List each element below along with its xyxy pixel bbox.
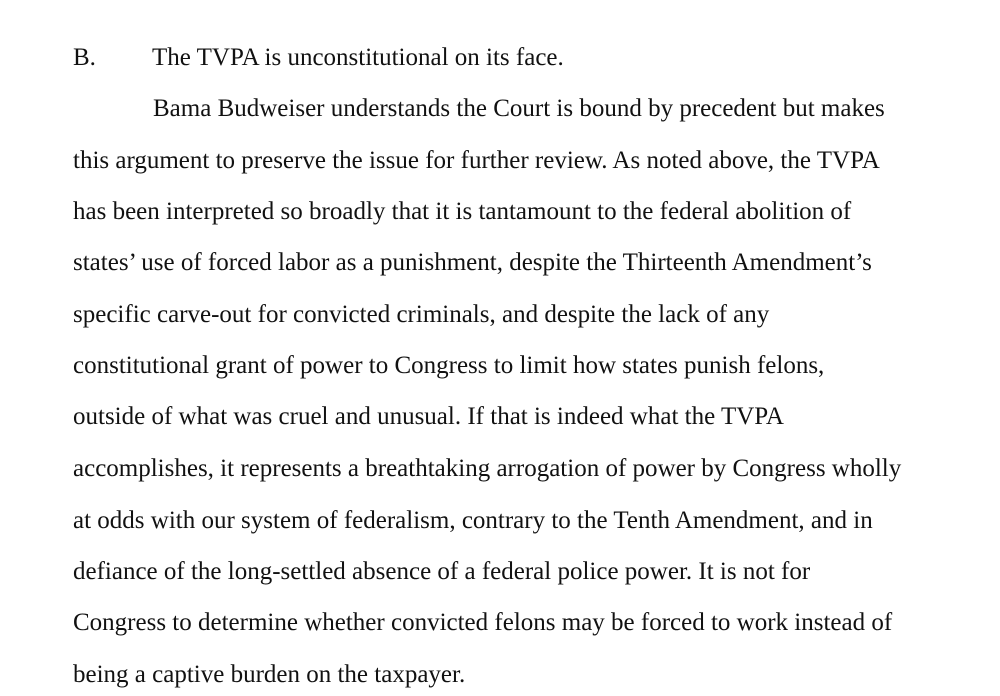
paragraph-line: being a captive burden on the taxpayer. [73, 661, 466, 688]
paragraph-line: defiance of the long-settled absence of a federal police power. It is not for [73, 558, 811, 585]
paragraph-line: has been interpreted so broadly that it is tantamount to the federal abolition of [73, 198, 852, 225]
paragraph-line: states’ use of forced labor as a punishment, despite the Thirteenth Amendment’s [73, 249, 872, 276]
paragraph-line: constitutional grant of power to Congress to limit how states punish felons, [73, 352, 825, 379]
section-title: The TVPA is unconstitutional on its face. [152, 44, 564, 71]
paragraph-line: specific carve-out for convicted criminals, and despite the lack of any [73, 301, 770, 328]
paragraph-line: outside of what was cruel and unusual. If that is indeed what the TVPA [73, 403, 784, 430]
paragraph-line: accomplishes, it represents a breathtaking arrogation of power by Congress wholly [73, 455, 902, 482]
paragraph-line: Bama Budweiser understands the Court is bound by precedent but makes [153, 95, 885, 122]
section-marker: B. [73, 44, 96, 71]
paragraph-line: at odds with our system of federalism, contrary to the Tenth Amendment, and in [73, 507, 873, 534]
paragraph-line: this argument to preserve the issue for further review. As noted above, the TVPA [73, 147, 880, 174]
paragraph-line: Congress to determine whether convicted felons may be forced to work instead of [73, 609, 893, 636]
section-heading [73, 42, 564, 74]
